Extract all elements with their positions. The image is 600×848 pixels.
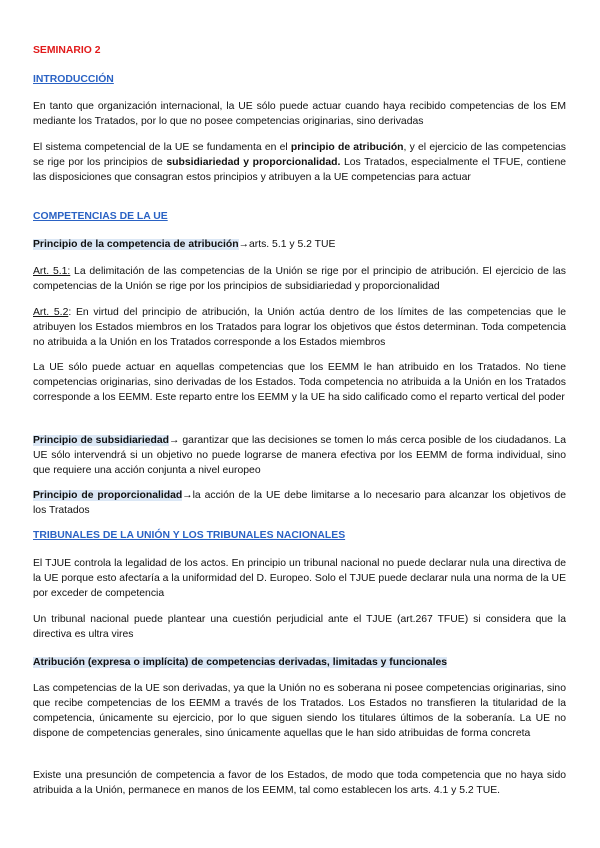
subsidiariedad-principle: Principio de subsidiariedad→ garantizar que las decisiones se tomen lo más cerca posible de los ciudadanos. La UE sólo intervendrá si un objetivo no puede lograrse de manera efectiva por los EEMM de forma individual, sino que requiere una acción conjunta a nivel europeo xyxy=(33,435,566,476)
art-5-2-paragraph: Art. 5.2: En virtud del principio de atribución, la Unión actúa dentro de los límites de las competencias que le atribuyen los Estados miembros en los Tratados para lograr los objetivos que éstos determinan. Toda competencia no atribuida a la Unión en los Tratados corresponde a los Estados miembros xyxy=(33,307,566,348)
competencias-heading: COMPETENCIAS DE LA UE xyxy=(33,211,168,222)
intro-heading: INTRODUCCIÓN xyxy=(33,74,114,85)
intro-paragraph-2: El sistema competencial de la UE se fundamenta en el principio de atribución, y el ejercicio de las competencias se rige por los principios de subsidiariedad y proporcionalidad. Los Tratados, especialmente el TFUE, contiene las disposiciones que consagran estos principios y atribuyen a la UE competencias para actuar xyxy=(33,142,567,183)
intro-paragraph-1: En tanto que organización internacional, la UE sólo puede actuar cuando haya recibido competencias de los EM mediante los Tratados, por lo que no posee competencias originarias, sino derivadas xyxy=(33,101,566,127)
tribunales-paragraph-1: El TJUE controla la legalidad de los actos. En principio un tribunal nacional no puede declarar nula una directiva de la UE porque esto afectaría a la uniformidad del D. Europeo. Solo el TJUE puede declarar nula una norma de la UE por exceder de competencia xyxy=(33,558,566,599)
atribucion-principle: Principio de la competencia de atribución→arts. 5.1 y 5.2 TUE xyxy=(33,239,336,250)
ue-competencias-paragraph: La UE sólo puede actuar en aquellas competencias que los EEMM le han atribuido en los Tratados. No tiene competencias originarias, sino derivadas de los Estados. Toda competencia no atribuida a la Unión en los Tratados corresponde a los EEMM. Este reparto entre los EEMM y la UE ha sido calificado como el reparto vertical del poder xyxy=(33,362,566,403)
proporcionalidad-principle: Principio de proporcionalidad→la acción de la UE debe limitarse a lo necesario para alcanzar los objetivos de los Tratados xyxy=(33,490,566,516)
tribunales-heading: TRIBUNALES DE LA UNIÓN Y LOS TRIBUNALES NACIONALES xyxy=(33,530,346,541)
derivadas-heading: Atribución (expresa o implícita) de competencias derivadas, limitadas y funcionales xyxy=(33,657,448,668)
document-title: SEMINARIO 2 xyxy=(33,45,101,56)
art-5-1-paragraph: Art. 5.1: La delimitación de las competencias de la Unión se rige por el principio de atribución. El ejercicio de las competencias de la Unión se rige por los principios de subsidiariedad y proporcionalidad xyxy=(33,266,566,292)
derivadas-paragraph-1: Las competencias de la UE son derivadas, ya que la Unión no es soberana ni posee competencias originarias, sino que recibe competencias de los EEMM a través de los Tratados. Los Estados no transfieren la titularidad de la competencia, únicamente su ejercicio, por lo que siguen siendo los titulares últimos de la soberanía. La UE no dispone de competencias generales, sino únicamente aquellas que le han sido atribuidas de forma concreta xyxy=(33,683,566,739)
tribunales-paragraph-2: Un tribunal nacional puede plantear una cuestión perjudicial ante el TJUE (art.267 TFUE) si considera que la directiva es ultra vires xyxy=(33,614,566,640)
derivadas-paragraph-2: Existe una presunción de competencia a favor de los Estados, de modo que toda competencia que no haya sido atribuida a la Unión, permanece en manos de los EEMM, tal como establecen los arts. 4.1 y 5.2 TUE. xyxy=(33,770,566,796)
